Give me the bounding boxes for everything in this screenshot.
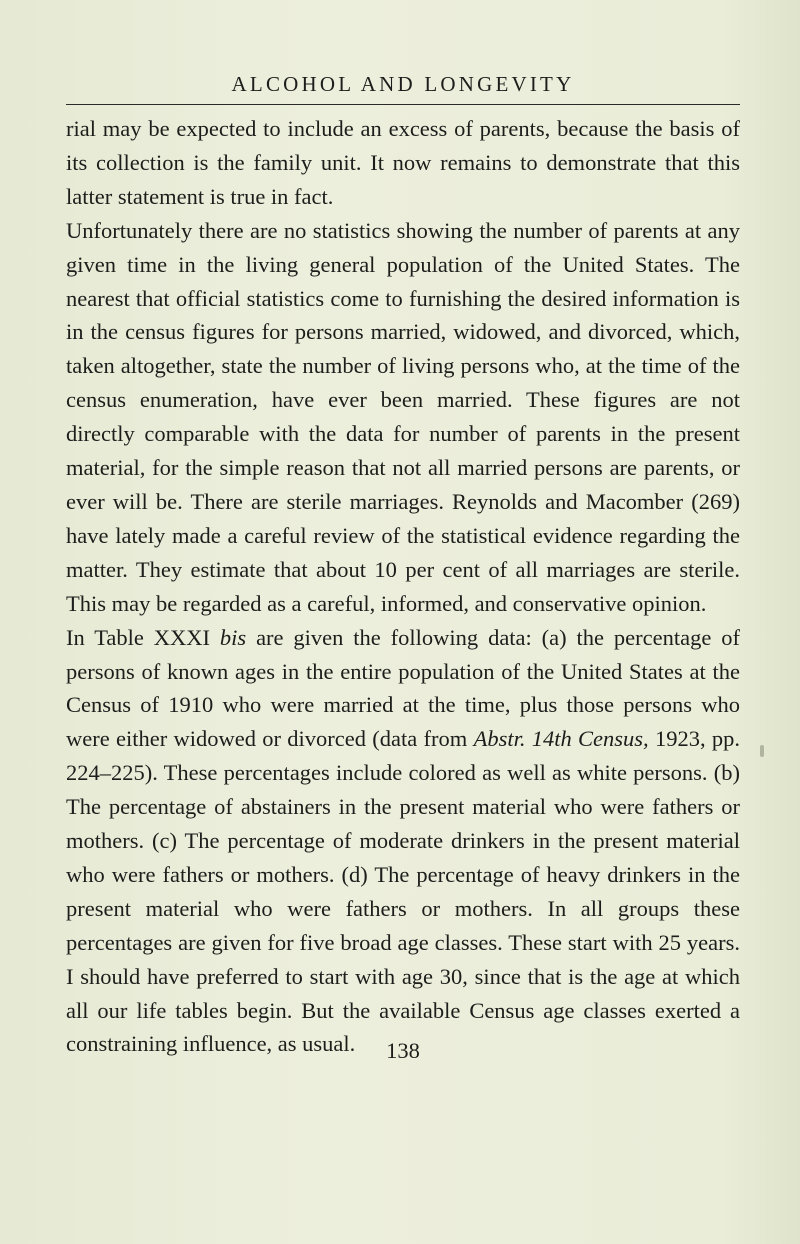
header-rule <box>66 104 740 105</box>
table-reference-text: In Table XXXI <box>66 624 220 650</box>
page-number: 138 <box>386 1038 420 1063</box>
bis-italic: bis <box>219 624 247 650</box>
paragraph-statistics: Unfortunately there are no statistics showing the number of parents at any given time in the living general population of the United States. The nearest that official statistics come to furnishing the desired information is in the census figures for persons married, widowed, and divorced, which, taken altogether, state the number of living persons who, at the time of the census enumeration, have ever been married. These figures are not directly comparable with the data for number of parents in the present material, for the simple reason that not all married persons are parents, or ever will be. There are sterile marriages. Reynolds and Macomber (269) have lately made a careful review of the statistical evidence regarding the matter. They estimate that about 10 per cent of all marriages are sterile. This may be regarded as a careful, informed, and conservative opinion. <box>66 217 740 616</box>
table-data-text-continued: 1923, pp. 224–225). These percentages include colored as well as white persons. (b) The percentage of abstainers in the present material who were fathers or mothers. (c) The percentage of moderate drinkers in the present material who were fathers or mothers. (d) The percentage of heavy drinkers in the present material who were fathers or mothers. In all groups these percentages are given for five broad age classes. These start with 25 years. I should have preferred to start with age 30, since that is the age at which all our life tables begin. But the available Census age classes exerted a constraining influence, as usual. <box>66 726 740 1057</box>
census-citation: Abstr. 14th Census, <box>473 726 649 752</box>
body-text <box>66 112 740 1061</box>
page-edge-mark <box>760 745 764 757</box>
paragraph-table-description <box>66 621 740 1062</box>
paragraph-continued: rial may be expected to include an excess of parents, because the basis of its collection is the family unit. It now remains to demonstrate that this latter statement is true in fact. <box>66 116 740 209</box>
running-head: ALCOHOL AND LONGEVITY <box>231 72 575 96</box>
table-data-text: are given the following data: (a) the percentage of persons of known ages in the entire population of the United States at the Census of 1910 who were married at the time, plus those persons who were either widowed or divorced (data from <box>66 624 740 752</box>
